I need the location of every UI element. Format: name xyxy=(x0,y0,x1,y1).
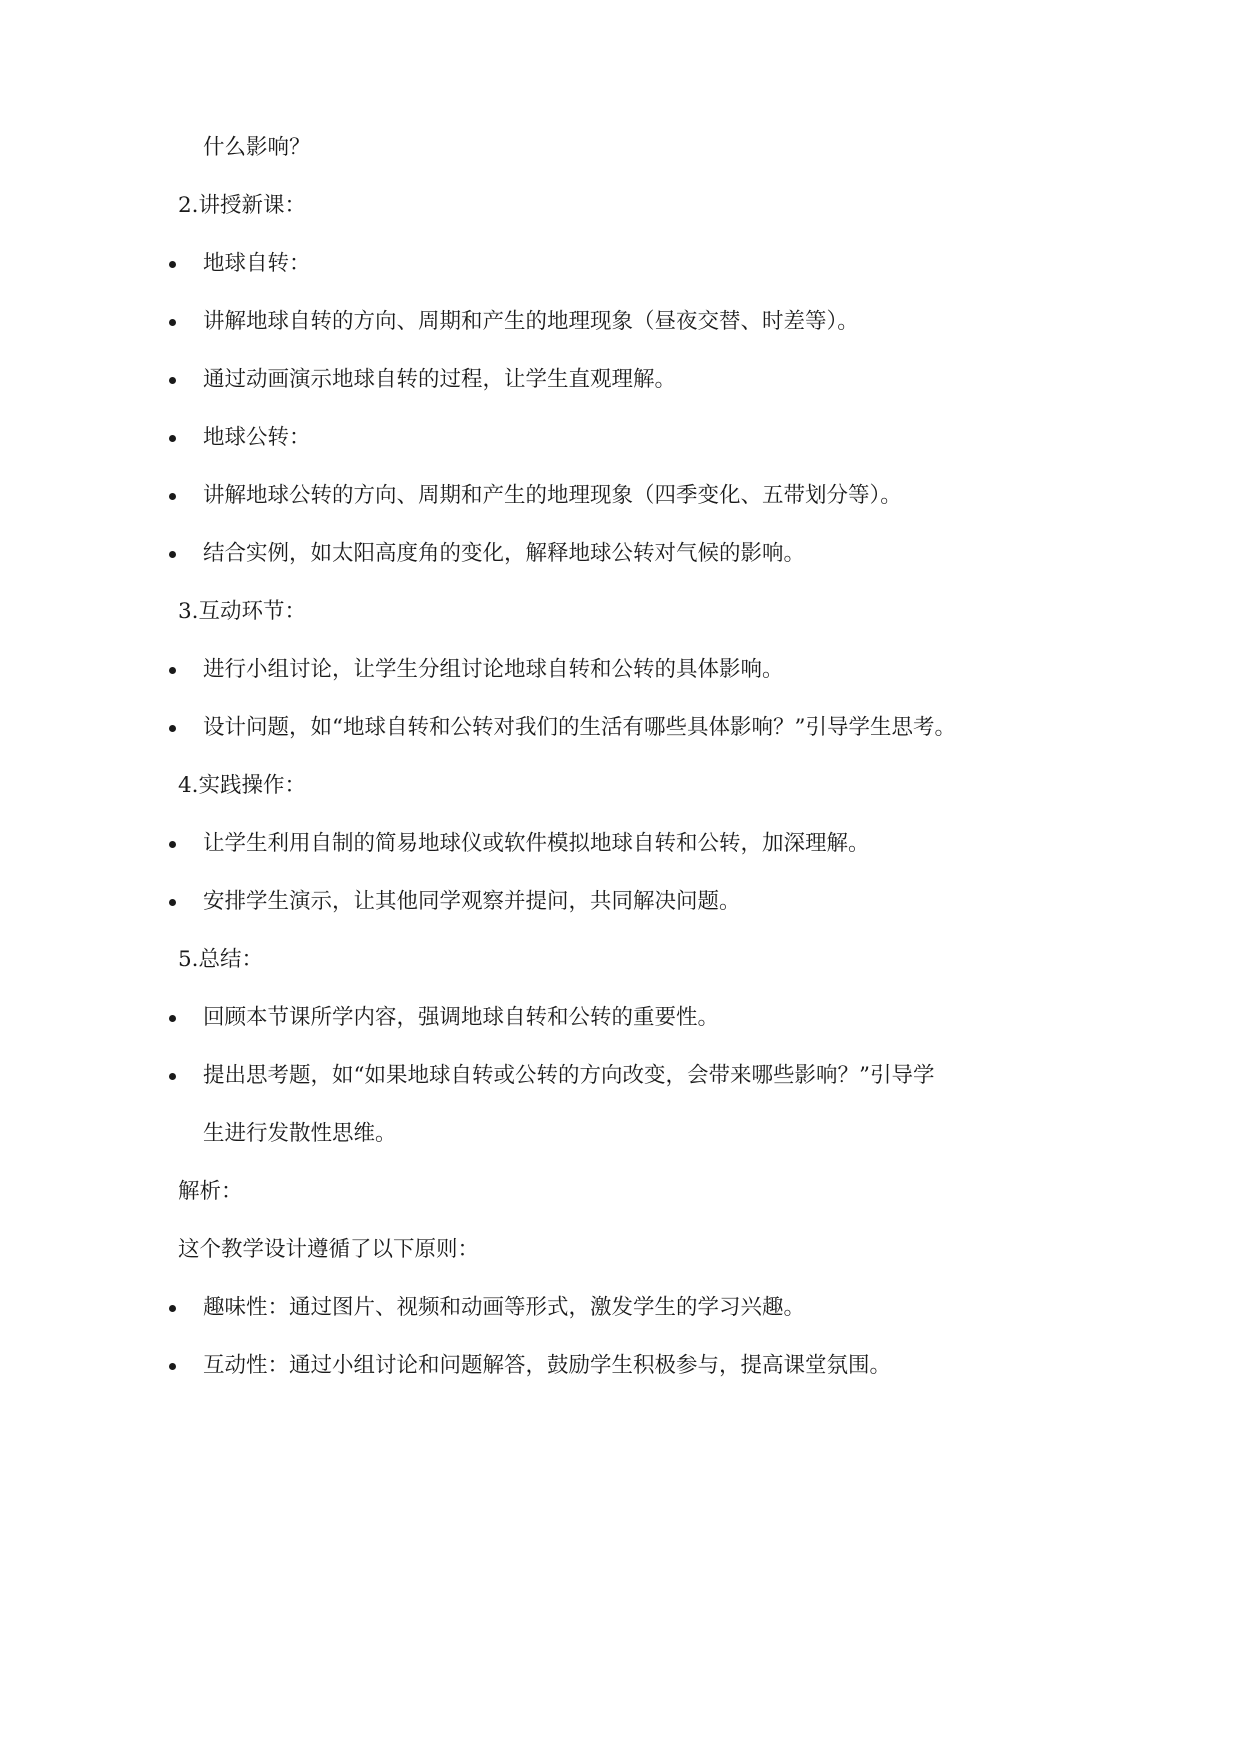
list-item-text-continued: 生进行发散性思维。 xyxy=(203,1121,397,1146)
list-item xyxy=(0,409,1241,467)
document-page xyxy=(0,119,1241,1395)
list-item-text: 结合实例，如太阳高度角的变化，解释地球公转对气候的影响。 xyxy=(203,541,806,566)
list-item-text: 地球公转： xyxy=(203,425,311,450)
analysis-intro-text: 这个教学设计遵循了以下原则： xyxy=(178,1237,480,1262)
bullet-icon xyxy=(169,667,176,674)
section-heading xyxy=(0,757,1241,815)
list-item xyxy=(0,1337,1241,1395)
bullet-icon xyxy=(169,841,176,848)
section-heading xyxy=(0,177,1241,235)
list-item xyxy=(0,873,1241,931)
list-item xyxy=(0,1279,1241,1337)
list-item-text: 地球自转： xyxy=(203,251,311,276)
list-item xyxy=(0,525,1241,583)
section-heading xyxy=(0,583,1241,641)
bullet-icon xyxy=(169,1305,176,1312)
list-item-text: 互动性：通过小组讨论和问题解答，鼓励学生积极参与，提高课堂氛围。 xyxy=(203,1353,892,1378)
section-heading-text: 2.讲授新课： xyxy=(178,193,307,218)
list-item-text: 提出思考题，如“如果地球自转或公转的方向改变，会带来哪些影响？”引导学 xyxy=(203,1063,935,1088)
list-item-text: 回顾本节课所学内容，强调地球自转和公转的重要性。 xyxy=(203,1005,720,1030)
bullet-icon xyxy=(169,261,176,268)
list-item xyxy=(0,641,1241,699)
section-heading-text: 3.互动环节： xyxy=(178,599,307,624)
bullet-icon xyxy=(169,435,176,442)
list-item-text: 让学生利用自制的简易地球仪或软件模拟地球自转和公转，加深理解。 xyxy=(203,831,870,856)
bullet-icon xyxy=(169,377,176,384)
list-item-text: 进行小组讨论，让学生分组讨论地球自转和公转的具体影响。 xyxy=(203,657,784,682)
analysis-heading xyxy=(0,1163,1241,1221)
list-item-text: 讲解地球公转的方向、周期和产生的地理现象（四季变化、五带划分等）。 xyxy=(203,483,902,508)
list-item-text: 通过动画演示地球自转的过程，让学生直观理解。 xyxy=(203,367,677,392)
section-heading-text: 5.总结： xyxy=(178,947,264,972)
list-item-text: 趣味性：通过图片、视频和动画等形式，激发学生的学习兴趣。 xyxy=(203,1295,806,1320)
bullet-icon xyxy=(169,551,176,558)
analysis-heading-text: 解析： xyxy=(178,1179,243,1204)
list-item-continuation xyxy=(0,1105,1241,1163)
bullet-icon xyxy=(169,1015,176,1022)
list-item-text: 安排学生演示，让其他同学观察并提问，共同解决问题。 xyxy=(203,889,741,914)
bullet-icon xyxy=(169,319,176,326)
list-item xyxy=(0,1047,1241,1105)
list-item xyxy=(0,699,1241,757)
bullet-icon xyxy=(169,725,176,732)
list-item xyxy=(0,235,1241,293)
bullet-icon xyxy=(169,1363,176,1370)
paragraph-text: 什么影响？ xyxy=(203,135,311,160)
continued-paragraph xyxy=(0,119,1241,177)
list-item xyxy=(0,293,1241,351)
bullet-icon xyxy=(169,1073,176,1080)
section-heading-text: 4.实践操作： xyxy=(178,773,307,798)
bullet-icon xyxy=(169,899,176,906)
list-item xyxy=(0,467,1241,525)
bullet-icon xyxy=(169,493,176,500)
list-item-text: 讲解地球自转的方向、周期和产生的地理现象（昼夜交替、时差等）。 xyxy=(203,309,859,334)
list-item xyxy=(0,989,1241,1047)
list-item xyxy=(0,815,1241,873)
analysis-intro xyxy=(0,1221,1241,1279)
list-item-text: 设计问题，如“地球自转和公转对我们的生活有哪些具体影响？”引导学生思考。 xyxy=(203,715,956,740)
section-heading xyxy=(0,931,1241,989)
list-item xyxy=(0,351,1241,409)
